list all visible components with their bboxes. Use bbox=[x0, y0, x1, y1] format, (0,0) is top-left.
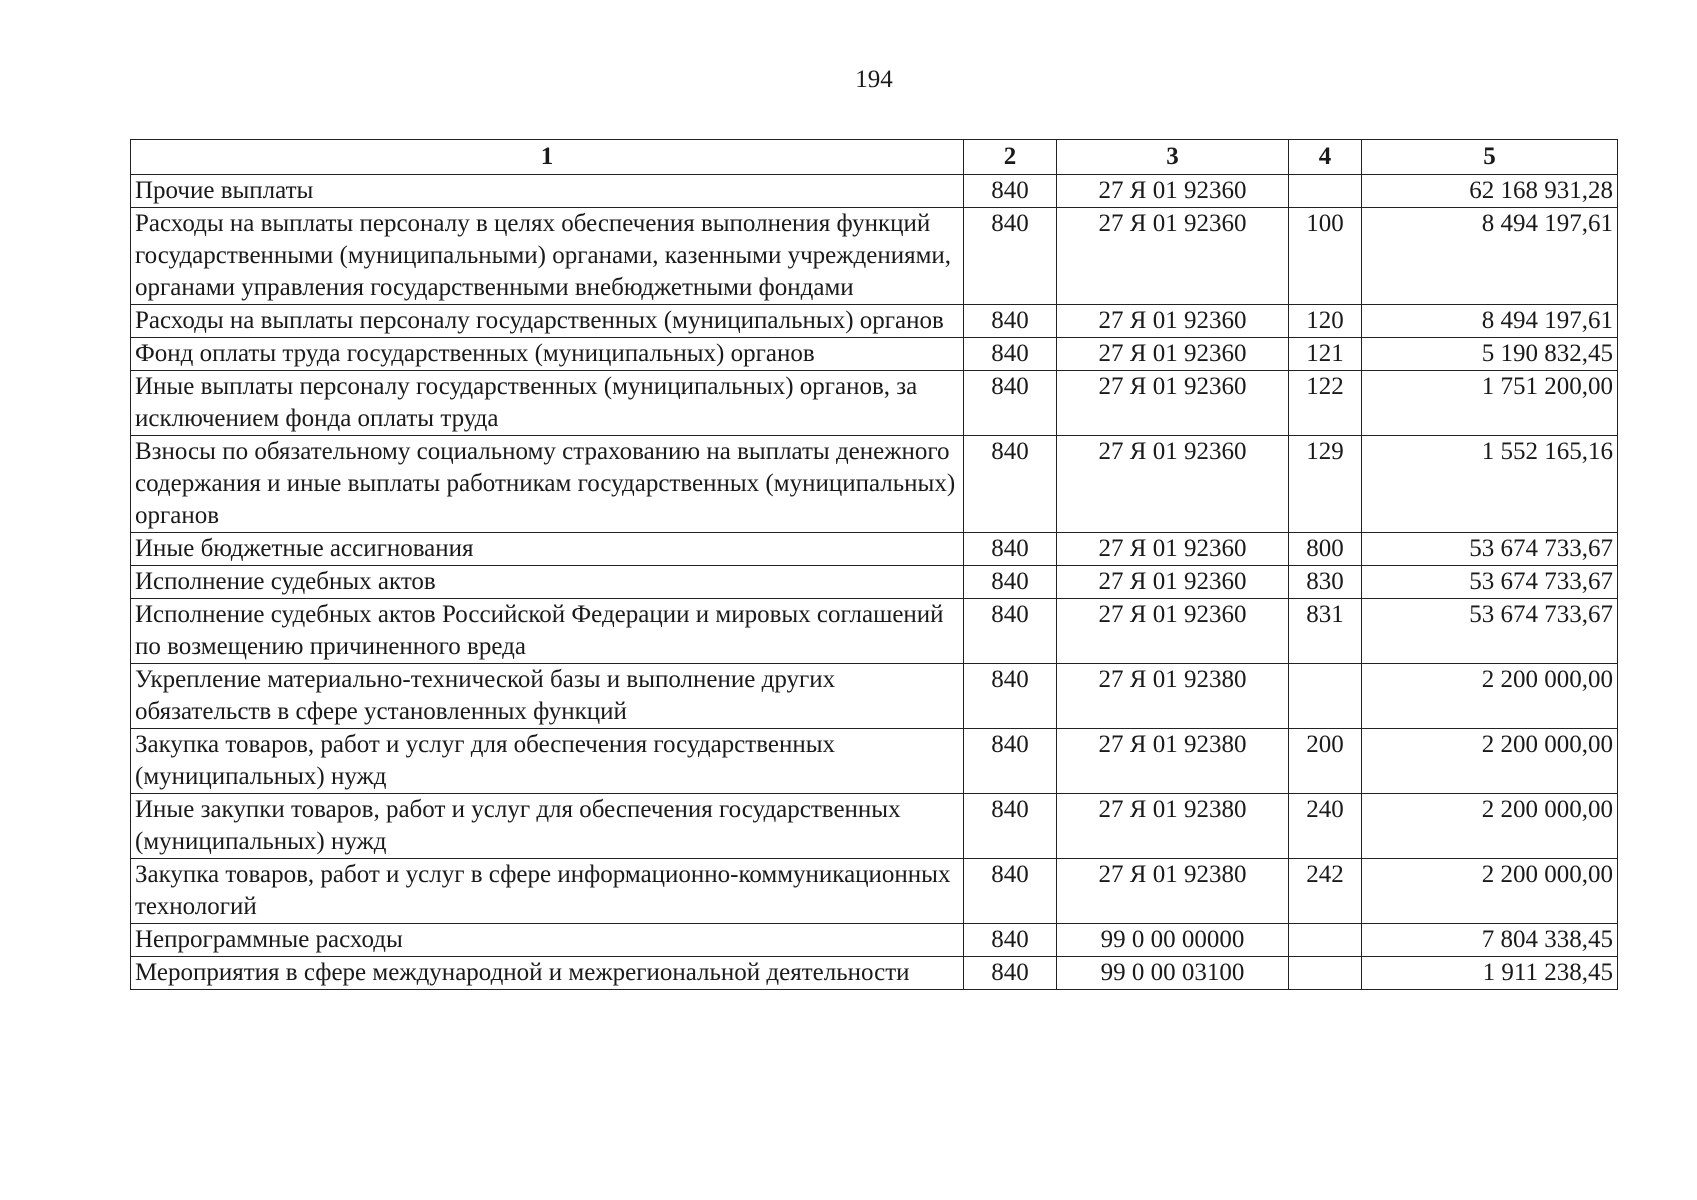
amount-cell: 62 168 931,28 bbox=[1362, 175, 1618, 208]
amount-cell: 2 200 000,00 bbox=[1362, 794, 1618, 859]
amount-cell: 2 200 000,00 bbox=[1362, 664, 1618, 729]
expense-type-cell bbox=[1289, 957, 1362, 990]
table-row bbox=[131, 664, 1618, 729]
target-article-cell: 27 Я 01 92360 bbox=[1057, 599, 1289, 664]
table-row bbox=[131, 859, 1618, 924]
target-article-cell: 27 Я 01 92360 bbox=[1057, 175, 1289, 208]
item-name-cell: Исполнение судебных актов bbox=[131, 566, 964, 599]
amount-cell: 8 494 197,61 bbox=[1362, 305, 1618, 338]
target-article-cell: 27 Я 01 92380 bbox=[1057, 729, 1289, 794]
table-row bbox=[131, 957, 1618, 990]
table-row bbox=[131, 208, 1618, 305]
item-name-cell: Фонд оплаты труда государственных (муниципальных) органов bbox=[131, 338, 964, 371]
department-code-cell: 840 bbox=[964, 664, 1057, 729]
expense-type-cell: 121 bbox=[1289, 338, 1362, 371]
item-name-cell: Расходы на выплаты персоналу государственных (муниципальных) органов bbox=[131, 305, 964, 338]
target-article-cell: 27 Я 01 92360 bbox=[1057, 533, 1289, 566]
expense-type-cell: 200 bbox=[1289, 729, 1362, 794]
amount-cell: 2 200 000,00 bbox=[1362, 729, 1618, 794]
department-code-cell: 840 bbox=[964, 305, 1057, 338]
target-article-cell: 27 Я 01 92380 bbox=[1057, 664, 1289, 729]
table-body bbox=[131, 175, 1618, 990]
item-name-cell: Исполнение судебных актов Российской Федерации и мировых соглашений по возмещению причиненного вреда bbox=[131, 599, 964, 664]
item-name-cell: Прочие выплаты bbox=[131, 175, 964, 208]
expense-type-cell: 120 bbox=[1289, 305, 1362, 338]
target-article-cell: 27 Я 01 92360 bbox=[1057, 305, 1289, 338]
expense-type-cell: 830 bbox=[1289, 566, 1362, 599]
table-row bbox=[131, 175, 1618, 208]
department-code-cell: 840 bbox=[964, 436, 1057, 533]
expense-type-cell bbox=[1289, 924, 1362, 957]
table-row bbox=[131, 305, 1618, 338]
target-article-cell: 27 Я 01 92360 bbox=[1057, 338, 1289, 371]
department-code-cell: 840 bbox=[964, 729, 1057, 794]
item-name-cell: Мероприятия в сфере международной и межрегиональной деятельности bbox=[131, 957, 964, 990]
department-code-cell: 840 bbox=[964, 794, 1057, 859]
target-article-cell: 99 0 00 03100 bbox=[1057, 957, 1289, 990]
page-number: 194 bbox=[855, 66, 893, 93]
amount-cell: 53 674 733,67 bbox=[1362, 566, 1618, 599]
expense-type-cell bbox=[1289, 175, 1362, 208]
department-code-cell: 840 bbox=[964, 338, 1057, 371]
target-article-cell: 27 Я 01 92380 bbox=[1057, 859, 1289, 924]
column-header: 1 bbox=[131, 140, 964, 175]
column-header: 3 bbox=[1057, 140, 1289, 175]
item-name-cell: Иные закупки товаров, работ и услуг для обеспечения государственных (муниципальных) нужд bbox=[131, 794, 964, 859]
item-name-cell: Укрепление материально-технической базы и выполнение других обязательств в сфере установленных функций bbox=[131, 664, 964, 729]
target-article-cell: 27 Я 01 92360 bbox=[1057, 566, 1289, 599]
amount-cell: 5 190 832,45 bbox=[1362, 338, 1618, 371]
department-code-cell: 840 bbox=[964, 599, 1057, 664]
expense-type-cell: 129 bbox=[1289, 436, 1362, 533]
amount-cell: 1 911 238,45 bbox=[1362, 957, 1618, 990]
expense-type-cell bbox=[1289, 664, 1362, 729]
expense-type-cell: 100 bbox=[1289, 208, 1362, 305]
department-code-cell: 840 bbox=[964, 957, 1057, 990]
amount-cell: 2 200 000,00 bbox=[1362, 859, 1618, 924]
target-article-cell: 27 Я 01 92360 bbox=[1057, 371, 1289, 436]
amount-cell: 8 494 197,61 bbox=[1362, 208, 1618, 305]
table-row bbox=[131, 729, 1618, 794]
table-row bbox=[131, 436, 1618, 533]
item-name-cell: Закупка товаров, работ и услуг для обеспечения государственных (муниципальных) нужд bbox=[131, 729, 964, 794]
department-code-cell: 840 bbox=[964, 533, 1057, 566]
department-code-cell: 840 bbox=[964, 924, 1057, 957]
amount-cell: 53 674 733,67 bbox=[1362, 599, 1618, 664]
column-header: 4 bbox=[1289, 140, 1362, 175]
table-row bbox=[131, 924, 1618, 957]
amount-cell: 7 804 338,45 bbox=[1362, 924, 1618, 957]
target-article-cell: 27 Я 01 92380 bbox=[1057, 794, 1289, 859]
department-code-cell: 840 bbox=[964, 175, 1057, 208]
expense-type-cell: 240 bbox=[1289, 794, 1362, 859]
target-article-cell: 27 Я 01 92360 bbox=[1057, 436, 1289, 533]
target-article-cell: 27 Я 01 92360 bbox=[1057, 208, 1289, 305]
budget-table bbox=[130, 139, 1618, 990]
department-code-cell: 840 bbox=[964, 371, 1057, 436]
column-header: 2 bbox=[964, 140, 1057, 175]
item-name-cell: Расходы на выплаты персоналу в целях обеспечения выполнения функций государственными (муниципальными) органами, казенными учреждениями, органами управления государственными внебюджетными фондами bbox=[131, 208, 964, 305]
table-row bbox=[131, 533, 1618, 566]
table-row bbox=[131, 599, 1618, 664]
item-name-cell: Взносы по обязательному социальному страхованию на выплаты денежного содержания и иные выплаты работникам государственных (муниципальных) органов bbox=[131, 436, 964, 533]
table-row bbox=[131, 338, 1618, 371]
department-code-cell: 840 bbox=[964, 208, 1057, 305]
expense-type-cell: 242 bbox=[1289, 859, 1362, 924]
table-row bbox=[131, 371, 1618, 436]
item-name-cell: Непрограммные расходы bbox=[131, 924, 964, 957]
department-code-cell: 840 bbox=[964, 859, 1057, 924]
table-row bbox=[131, 794, 1618, 859]
amount-cell: 53 674 733,67 bbox=[1362, 533, 1618, 566]
item-name-cell: Иные бюджетные ассигнования bbox=[131, 533, 964, 566]
amount-cell: 1 552 165,16 bbox=[1362, 436, 1618, 533]
expense-type-cell: 831 bbox=[1289, 599, 1362, 664]
column-header: 5 bbox=[1362, 140, 1618, 175]
expense-type-cell: 800 bbox=[1289, 533, 1362, 566]
expense-type-cell: 122 bbox=[1289, 371, 1362, 436]
item-name-cell: Иные выплаты персоналу государственных (муниципальных) органов, за исключением фонда оплаты труда bbox=[131, 371, 964, 436]
item-name-cell: Закупка товаров, работ и услуг в сфере информационно-коммуникационных технологий bbox=[131, 859, 964, 924]
department-code-cell: 840 bbox=[964, 566, 1057, 599]
target-article-cell: 99 0 00 00000 bbox=[1057, 924, 1289, 957]
table-header-row bbox=[131, 140, 1618, 175]
amount-cell: 1 751 200,00 bbox=[1362, 371, 1618, 436]
table-row bbox=[131, 566, 1618, 599]
